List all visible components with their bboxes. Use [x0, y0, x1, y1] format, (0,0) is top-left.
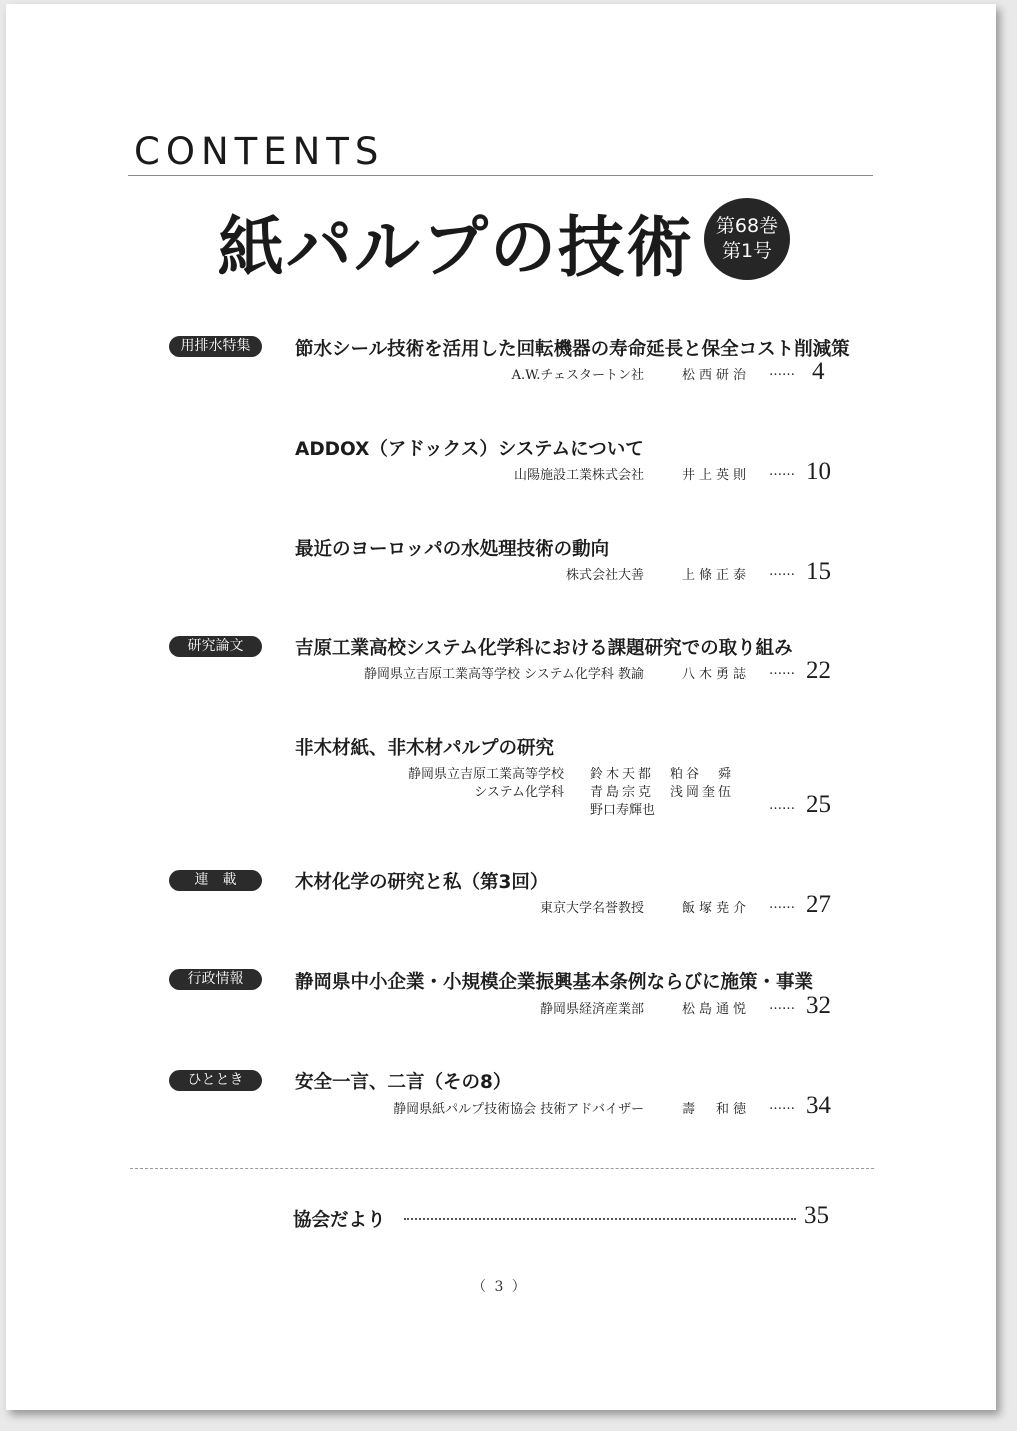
article-organization: 静岡県経済産業部: [539, 1002, 644, 1017]
leader-dots: ……: [769, 464, 795, 479]
article-organization: 山陽施設工業株式会社: [513, 468, 644, 483]
article-organization: 静岡県立吉原工業高等学校: [407, 767, 564, 782]
article-author: 野口寿輝也: [590, 803, 656, 818]
article-page-number: 22: [806, 657, 831, 684]
article-title: 木材化学の研究と私（第3回）: [295, 872, 549, 893]
leader-dots: ……: [769, 1098, 795, 1113]
article-title: 吉原工業高校システム化学科における課題研究での取り組み: [295, 638, 793, 659]
article-page-number: 27: [806, 891, 831, 918]
article-organization: システム化学科: [474, 785, 564, 800]
article-organization: 株式会社大善: [565, 568, 644, 583]
article-title: 最近のヨーロッパの水処理技術の動向: [295, 539, 610, 560]
article-organization: 静岡県紙パルプ技術協会 技術アドバイザー: [393, 1102, 644, 1117]
article-title: 安全一言、二言（その8）: [295, 1072, 512, 1093]
leader-dots: ……: [769, 663, 795, 678]
article-author: 松島通悦: [682, 1002, 751, 1017]
volume-issue-badge: [704, 198, 790, 280]
article-author: 青島宗克 浅岡奎伍: [590, 785, 735, 800]
article-organization: 東京大学名誉教授: [539, 901, 644, 916]
section-tag-water-feature: 用排水特集: [169, 336, 262, 357]
article-author: 飯塚尭介: [682, 901, 751, 916]
leader-dots: ……: [769, 998, 795, 1013]
article-page-number: 15: [806, 558, 831, 585]
contents-heading: CONTENTS: [134, 130, 385, 173]
article-author: 鈴木天都 粕谷 舜: [590, 767, 735, 782]
association-news-page-number: 35: [804, 1202, 829, 1229]
leader-dots: ……: [769, 798, 795, 813]
article-page-number: 34: [806, 1092, 831, 1119]
article-title: ADDOX（アドックス）システムについて: [295, 439, 644, 460]
article-title: 節水シール技術を活用した回転機器の寿命延長と保全コスト削減策: [295, 339, 850, 360]
article-page-number: 25: [806, 791, 831, 818]
article-page-number: 10: [806, 458, 831, 485]
section-tag-hitotoki: ひととき: [169, 1070, 262, 1091]
journal-title: 紙パルプの技術: [218, 209, 694, 286]
article-page-number: 32: [806, 992, 831, 1019]
article-author: 壽 和徳: [682, 1102, 751, 1117]
volume-number: 第68巻: [715, 215, 779, 237]
leader-dots: [404, 1218, 796, 1220]
leader-dots: ……: [769, 564, 795, 579]
issue-number: 第1号: [721, 240, 773, 262]
article-title: 静岡県中小企業・小規模企業振興基本条例ならびに施策・事業: [295, 972, 814, 993]
document-page: [6, 4, 996, 1410]
section-tag-series: 連 載: [169, 870, 262, 891]
article-organization: 静岡県立吉原工業高等学校 システム化学科 教諭: [364, 667, 644, 682]
article-author: 松西研治: [682, 368, 751, 383]
section-tag-administration: 行政情報: [169, 969, 262, 990]
article-page-number: 4: [812, 358, 825, 385]
article-author: 八木勇誌: [682, 667, 751, 682]
article-author: 井上英則: [682, 468, 751, 483]
association-news-title: 協会だより: [293, 1210, 386, 1231]
page-folio: （ 3 ）: [472, 1279, 528, 1295]
section-divider: [130, 1168, 874, 1169]
article-author: 上條正泰: [682, 568, 751, 583]
section-tag-research-paper: 研究論文: [169, 636, 262, 657]
title-divider: [128, 175, 873, 176]
article-organization: A.W.チェスタートン社: [511, 368, 644, 383]
article-title: 非木材紙、非木材パルプの研究: [295, 738, 555, 759]
leader-dots: ……: [769, 897, 795, 912]
leader-dots: ……: [769, 364, 795, 379]
